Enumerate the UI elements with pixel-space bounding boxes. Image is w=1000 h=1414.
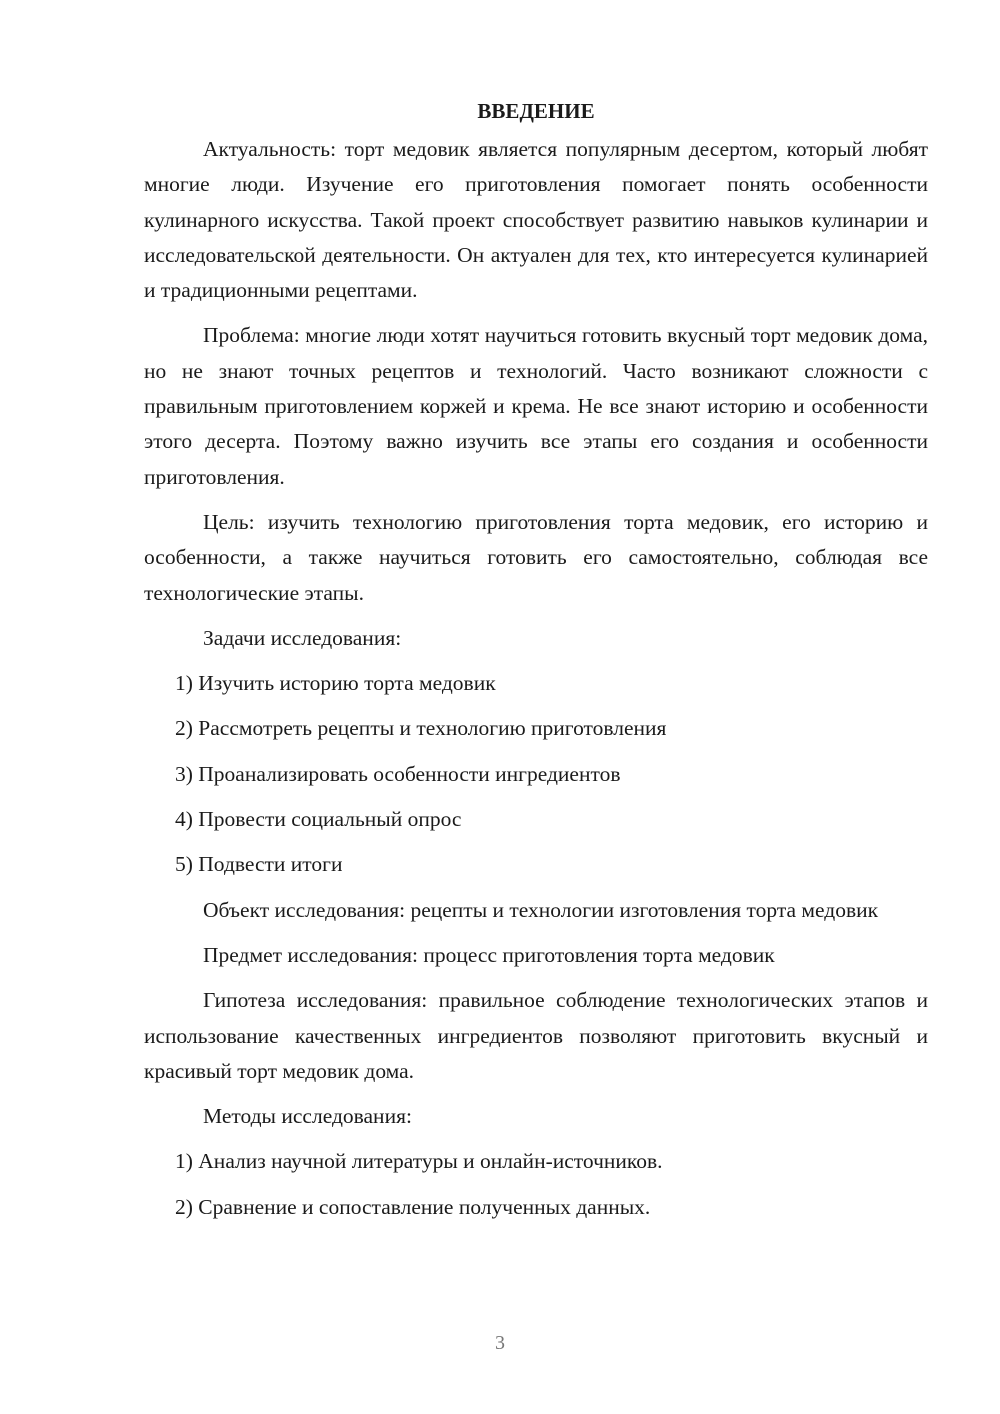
list-item: 4) Провести социальный опрос <box>175 807 462 832</box>
subject-paragraph: Предмет исследования: процесс приготовления торта медовик <box>203 942 775 967</box>
tasks-list <box>144 666 928 882</box>
page-number: 3 <box>495 1332 505 1354</box>
list-item: 2) Рассмотреть рецепты и технологию приготовления <box>175 716 667 741</box>
problem-paragraph: Проблема: многие люди хотят научиться готовить вкусный торт медовик дома, но не знают точных рецептов и технологий. Часто возникают сложности с правильным приготовлением коржей и крема. Не все знают историю и особенности этого десерта. Поэтому важно изучить все этапы его создания и особенности приготовления. <box>144 323 928 489</box>
list-item: 1) Изучить историю торта медовик <box>175 671 496 696</box>
hypothesis-paragraph: Гипотеза исследования: правильное соблюдение технологических этапов и использование качественных ингредиентов позволяют приготовить вкусный и красивый торт медовик дома. <box>144 988 928 1083</box>
list-item: 2) Сравнение и сопоставление полученных данных. <box>175 1194 651 1219</box>
relevance-paragraph: Актуальность: торт медовик является популярным десертом, который любят многие люди. Изучение его приготовления помогает понять особенности кулинарного искусства. Такой проект способствует развитию навыков кулинарии и исследовательской деятельности. Он актуален для тех, кто интересуется кулинарией и традиционными рецептами. <box>144 137 928 303</box>
object-paragraph: Объект исследования: рецепты и технологии изготовления торта медовик <box>203 897 879 922</box>
methods-list <box>144 1144 928 1225</box>
page-title: ВВЕДЕНИЕ <box>477 99 595 123</box>
methods-heading: Методы исследования: <box>203 1104 412 1129</box>
document-page <box>144 96 928 1235</box>
list-item: 5) Подвести итоги <box>175 852 343 877</box>
tasks-heading: Задачи исследования: <box>203 625 402 650</box>
list-item: 3) Проанализировать особенности ингредиентов <box>175 761 621 786</box>
goal-paragraph: Цель: изучить технологию приготовления торта медовик, его историю и особенности, а также научиться готовить его самостоятельно, соблюдая все технологические этапы. <box>144 509 928 605</box>
list-item: 1) Анализ научной литературы и онлайн-источников. <box>175 1149 663 1174</box>
